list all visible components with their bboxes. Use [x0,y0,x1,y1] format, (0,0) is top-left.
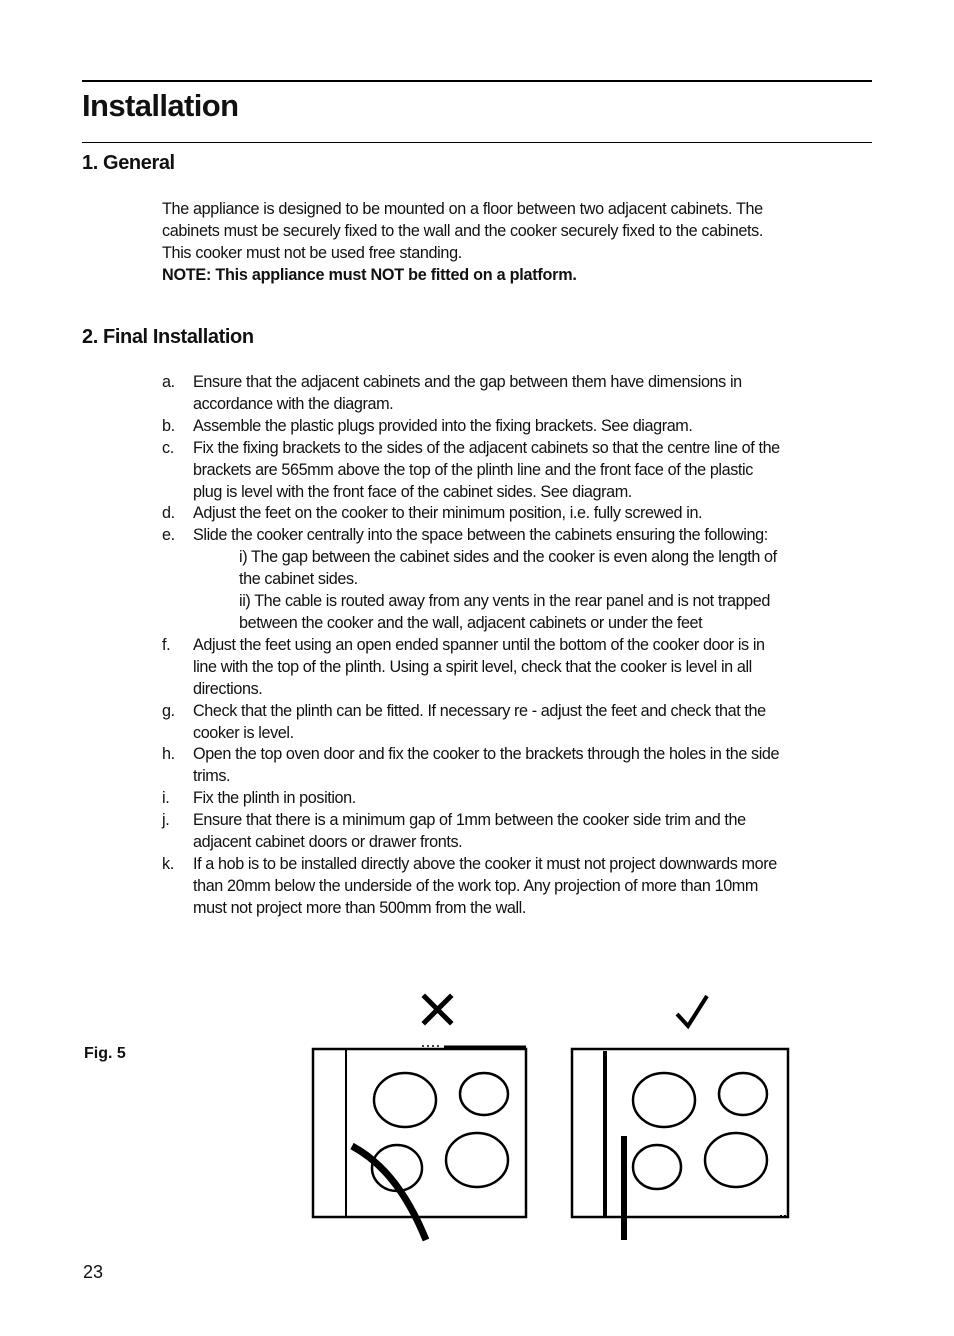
step-line: Fix the plinth in position. [193,789,356,808]
sub-line: i) The gap between the cabinet sides and the cooker is even along the length of [239,548,777,567]
burner-small [460,1073,508,1115]
sub-line: the cabinet sides. [239,570,358,589]
step-label: a. [162,373,175,391]
step-line: brackets are 565mm above the top of the plinth line and the front face of the plastic [193,460,753,479]
step-label: i. [162,789,170,808]
sub-line: between the cooker and the wall, adjacent cabinets or under the feet [239,613,703,632]
correct-installation-hob [572,1049,788,1240]
page-title: Installation [82,88,239,123]
figure-label: Fig. 5 [84,1045,126,1062]
burner-small [633,1145,681,1189]
step-line: accordance with the diagram. [193,394,394,413]
burner-large [705,1133,767,1187]
step-label: b. [162,416,175,435]
burner-large [374,1073,436,1127]
step-line: Open the top oven door and fix the cooker to the brackets through the holes in the side [193,745,780,764]
step-line: Adjust the feet on the cooker to their minimum position, i.e. fully screwed in. [193,504,703,523]
step-line: cooker is level. [193,723,294,742]
step-line: must not project more than 500mm from the wall. [193,898,526,917]
general-line: cabinets must be securely fixed to the wall and the cooker securely fixed to the cabinets. [162,222,764,240]
general-line: This cooker must not be used free standing. [162,244,462,262]
step-line: Slide the cooker centrally into the space between the cabinets ensuring the following: [193,526,768,545]
step-line: Fix the fixing brackets to the sides of the adjacent cabinets so that the centre line of the [193,438,780,457]
step-line: trims. [193,767,231,786]
step-label: g. [162,701,175,720]
burner-large [633,1073,695,1127]
step-label: f. [162,635,171,654]
step-label: e. [162,526,175,545]
step-line: adjacent cabinet doors or drawer fronts. [193,833,463,852]
sub-line: ii) The cable is routed away from any vents in the rear panel and is not trapped [239,592,770,611]
step-line: than 20mm below the underside of the work top. Any projection of more than 10mm [193,876,758,895]
step-line: Ensure that the adjacent cabinets and the gap between them have dimensions in [193,373,742,391]
step-line: Assemble the plastic plugs provided into the fixing brackets. See diagram. [193,416,693,435]
cross-icon [425,997,450,1022]
check-icon [677,996,707,1026]
burner-large [446,1133,508,1187]
section-heading-final-installation: 2. Final Installation [82,326,254,348]
step-line: If a hob is to be installed directly above the cooker it must not project downwards more [193,854,777,873]
step-label: c. [162,438,174,457]
burner-small [719,1073,767,1115]
step-label: j. [162,811,170,830]
step-line: Check that the plinth can be fitted. If necessary re - adjust the feet and check that the [193,701,766,720]
step-label: h. [162,745,175,764]
step-line: directions. [193,679,263,698]
platform-note: NOTE: This appliance must NOT be fitted on a platform. [162,266,577,284]
section-heading-general: 1. General [82,152,175,174]
step-line: plug is level with the front face of the cabinet sides. See diagram. [193,482,632,501]
step-line: Adjust the feet using an open ended spanner until the bottom of the cooker door is in [193,635,765,654]
step-label: k. [162,854,174,873]
wrong-installation-hob [313,1046,526,1240]
page-number: 23 [83,1262,104,1282]
general-line: The appliance is designed to be mounted on a floor between two adjacent cabinets. The [162,200,763,218]
step-line: Ensure that there is a minimum gap of 1mm between the cooker side trim and the [193,811,746,830]
step-line: line with the top of the plinth. Using a spirit level, check that the cooker is level in all [193,657,752,676]
step-label: d. [162,504,175,523]
trapped-cable [352,1146,426,1240]
